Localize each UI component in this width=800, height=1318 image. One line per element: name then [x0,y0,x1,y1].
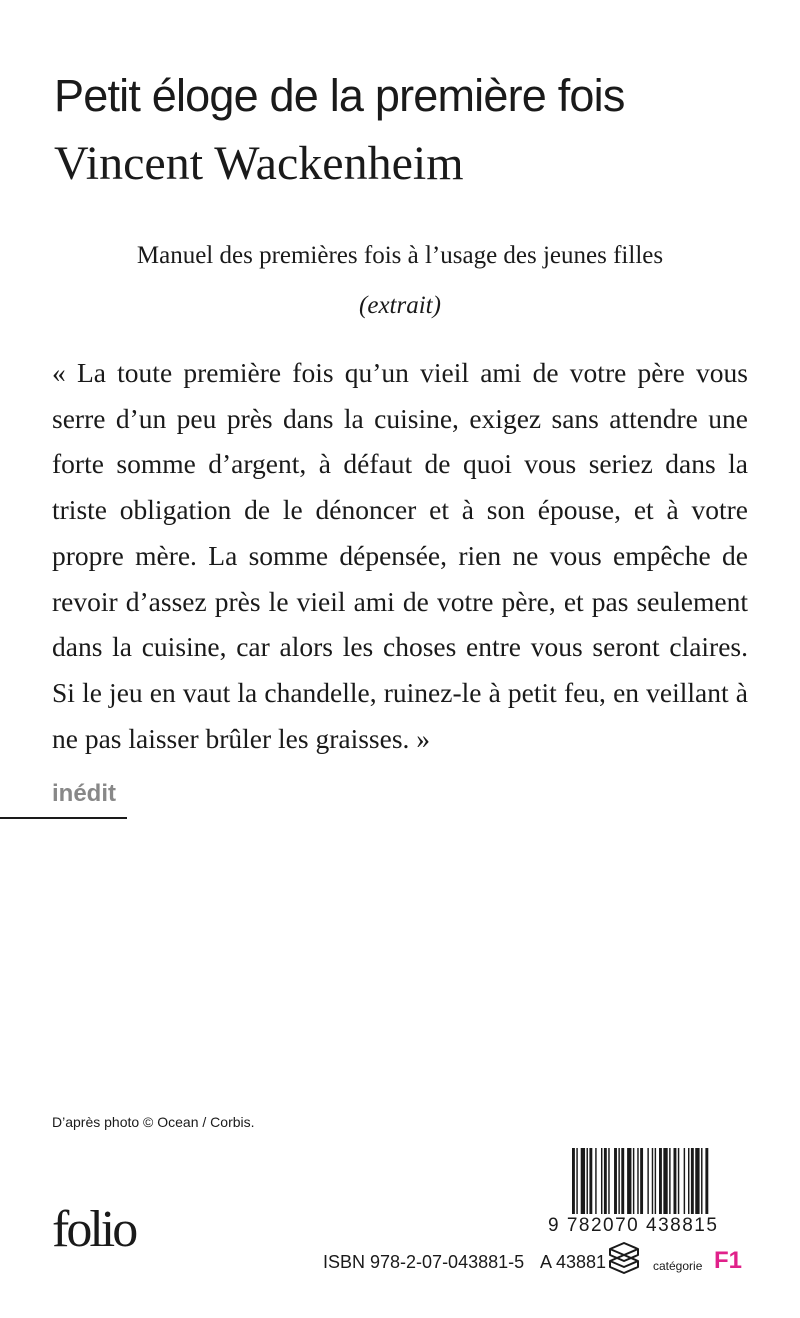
book-title: Petit éloge de la première fois [54,70,625,121]
barcode-bar [601,1148,602,1214]
isbn: ISBN 978-2-07-043881-5 [323,1252,525,1272]
extract-heading: Manuel des premières fois à l’usage des jeunes filles [136,242,664,269]
barcode-bar [587,1148,588,1214]
barcode-bar [663,1148,667,1214]
barcode-bar [688,1148,689,1214]
publisher-logo: folio [52,1201,136,1258]
category-label: catégorie [653,1259,703,1273]
barcode-bar [595,1148,596,1214]
barcode-bar [669,1148,670,1214]
extract-note: (extrait) [359,292,441,319]
barcode-bar [633,1148,634,1214]
product-code: A 43881 [540,1252,607,1272]
extract-text: « La toute première fois qu’un vieil ami de votre père vous serre d’un peu près dans la cuisine, exigez sans attendre une forte somme d’argent, à défaut de quoi vous seriez dans la triste obligation de le dénoncer et à son épouse, et à votre propre mère. La somme dépensée, rien ne vous empêche de revoir d’assez près le vieil ami de votre père, et pas seulement dans la cuisine, car alors les choses entre vous seront claires. Si le jeu en vaut la chandelle, ruinez-le à petit feu, en veillant à ne pas laisser brûler les graisses. » [52,357,748,754]
barcode-bar [637,1148,638,1214]
barcode-digits: 9 782070 438815 [548,1215,719,1236]
barcode-bar [576,1148,577,1214]
barcode-bar [705,1148,708,1214]
barcode [572,1148,747,1214]
barcode-bar [608,1148,609,1214]
barcode-bar [684,1148,685,1214]
barcode-bar [618,1148,619,1214]
barcode-bar [695,1148,699,1214]
barcode-bar [614,1148,617,1214]
unpublished-label: inédit [52,780,116,807]
barcode-bar [674,1148,677,1214]
barcode-bar [581,1148,585,1214]
barcode-bar [627,1148,631,1214]
label-underline [0,817,127,819]
barcode-bar [701,1148,702,1214]
photo-credit: D’après photo © Ocean / Corbis. [52,1114,255,1130]
barcode-bar [647,1148,648,1214]
barcode-bar [604,1148,607,1214]
barcode-bar [655,1148,656,1214]
barcode-bar [691,1148,694,1214]
barcode-bar [652,1148,653,1214]
barcode-bar [640,1148,643,1214]
barcode-bar [678,1148,679,1214]
barcode-bar [659,1148,662,1214]
book-stack-icon [604,1241,644,1275]
book-author: Vincent Wackenheim [54,137,464,190]
barcode-bar [621,1148,624,1214]
barcode-bar [589,1148,592,1214]
category-value: F1 [714,1247,743,1274]
barcode-bar [572,1148,575,1214]
